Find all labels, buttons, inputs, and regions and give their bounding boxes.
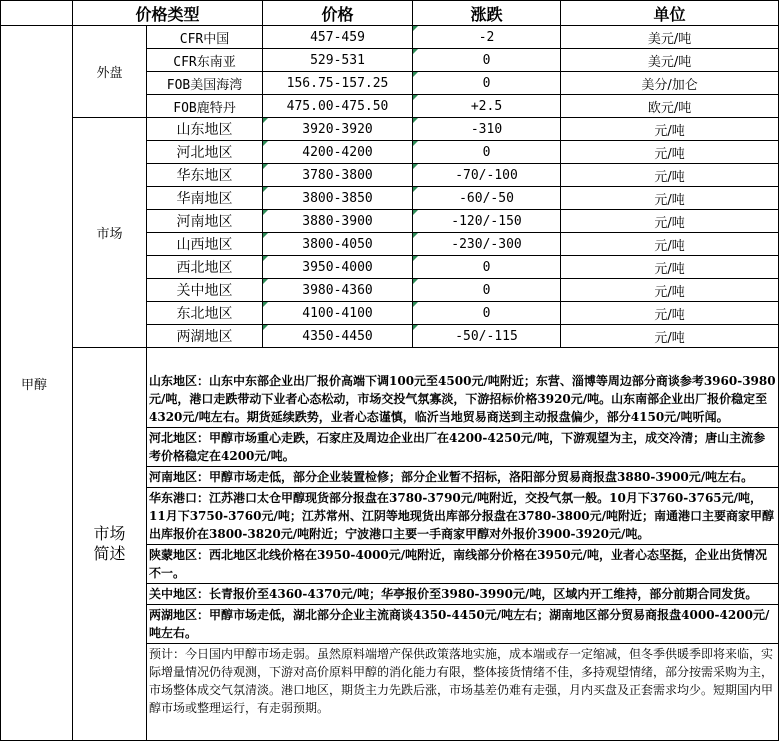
row-change: -50/-115 — [413, 325, 561, 348]
product-label: 甲醇 — [1, 26, 73, 741]
row-price: 3800-4050 — [263, 233, 413, 256]
note-henan: 河南地区：甲醇市场走低，部分企业装置检修；部分企业暂不招标，洛阳部分贸易商报盘3880-3900元/吨左右。 — [147, 467, 778, 488]
summary-notes — [147, 348, 779, 741]
row-change: -310 — [413, 118, 561, 141]
row-price: 3880-3900 — [263, 210, 413, 233]
note-shandong: 山东地区：山东中东部企业出厂报价高端下调100元至4500元/吨附近；东营、淄博等周边部分商谈参考3960-3980元/吨，港口走跌带动下业者心态松动，市场交投气氛寡淡，下游招标价格3920元/吨。山东南部企业出厂报价稳定至4320元/吨左右。期货延续跌势，业者心态谨慎，临沂当地贸易商送到主动报盘偏少，部分4150元/吨听闻。 — [147, 371, 778, 428]
row-name: 山东地区 — [147, 118, 263, 141]
header-row — [1, 1, 779, 26]
row-name: CFR东南亚 — [147, 49, 263, 72]
note-hunan-hubei: 两湖地区：甲醇市场走低，湖北部分企业主流商谈4350-4450元/吨左右；湖南地区部分贸易商报盘4000-4200元/吨左右。 — [147, 605, 778, 644]
row-name: 华东地区 — [147, 164, 263, 187]
row-change: 0 — [413, 256, 561, 279]
row-price: 4350-4450 — [263, 325, 413, 348]
row-name: 两湖地区 — [147, 325, 263, 348]
note-shaanxi-inner-mongolia: 陕蒙地区：西北地区北线价格在3950-4000元/吨附近，南线部分价格在3950元/吨，业者心态坚挺，企业出货情况不一。 — [147, 545, 778, 584]
row-unit: 欧元/吨 — [561, 95, 779, 118]
note-forecast: 预计：今日国内甲醇市场走弱。虽然原料端增产保供政策落地实施，成本端或存一定缩减，但冬季供暖季即将来临，实际增量情况仍待观测，下游对高价原料甲醇的消化能力有限，整体接货情绪不佳，多持观望情绪，部分按需采购为主，市场整体成交气氛清淡。港口地区，期货主力先跌后涨，市场基差仍难有走强，月内买盘及正套需求均少。短期国内甲醇市场或整理运行，有走弱预期。 — [149, 646, 774, 715]
row-unit: 元/吨 — [561, 187, 779, 210]
row-price: 3800-3850 — [263, 187, 413, 210]
row-name: FOB鹿特丹 — [147, 95, 263, 118]
row-name: 华南地区 — [147, 187, 263, 210]
row-change: -230/-300 — [413, 233, 561, 256]
row-unit: 元/吨 — [561, 302, 779, 325]
row-name: 河北地区 — [147, 141, 263, 164]
table-row — [1, 26, 779, 49]
row-price: 529-531 — [263, 49, 413, 72]
row-unit: 元/吨 — [561, 210, 779, 233]
note-hebei: 河北地区：甲醇市场重心走跌，石家庄及周边企业出厂在4200-4250元/吨，下游观望为主，成交冷清；唐山主流参考价格稳定在4200元/吨。 — [147, 428, 778, 467]
row-unit: 元/吨 — [561, 279, 779, 302]
row-name: CFR中国 — [147, 26, 263, 49]
group-market-label: 市场 — [73, 118, 147, 348]
row-unit: 元/吨 — [561, 141, 779, 164]
row-price: 475.00-475.50 — [263, 95, 413, 118]
row-name: 山西地区 — [147, 233, 263, 256]
row-change: -70/-100 — [413, 164, 561, 187]
row-unit: 美分/加仑 — [561, 72, 779, 95]
row-price: 3980-4360 — [263, 279, 413, 302]
header-price: 价格 — [263, 1, 413, 26]
row-price: 3920-3920 — [263, 118, 413, 141]
row-change: -2 — [413, 26, 561, 49]
row-price: 4100-4100 — [263, 302, 413, 325]
row-unit: 元/吨 — [561, 118, 779, 141]
header-type: 价格类型 — [73, 1, 263, 26]
note-east-china-port: 华东港口：江苏港口太仓甲醇现货部分报盘在3780-3790元/吨附近，交投气氛一般。10月下3760-3765元/吨，11月下3750-3760元/吨；江苏常州、江阴等地现货出库部分报盘在3780-3800元/吨附近；南通港口主要商家甲醇出库报价在3800-3820元/吨附近；宁波港口主要一手商家甲醇对外报价3900-3920元/吨。 — [147, 488, 778, 545]
row-name: 关中地区 — [147, 279, 263, 302]
row-price: 4200-4200 — [263, 141, 413, 164]
row-change: 0 — [413, 141, 561, 164]
row-name: 西北地区 — [147, 256, 263, 279]
header-blank — [1, 1, 73, 26]
row-change: 0 — [413, 72, 561, 95]
row-change: 0 — [413, 49, 561, 72]
header-change: 涨跌 — [413, 1, 561, 26]
table-row — [1, 118, 779, 141]
group-outer-label: 外盘 — [73, 26, 147, 118]
row-unit: 美元/吨 — [561, 49, 779, 72]
row-name: 河南地区 — [147, 210, 263, 233]
note-guanzhong: 关中地区：长青报价至4360-4370元/吨；华亭报价至3980-3990元/吨，区域内开工维持，部分前期合同发货。 — [147, 584, 778, 605]
row-price: 457-459 — [263, 26, 413, 49]
row-name: FOB美国海湾 — [147, 72, 263, 95]
row-change: -60/-50 — [413, 187, 561, 210]
group-summary-label: 市场 简述 — [73, 348, 147, 741]
row-name: 东北地区 — [147, 302, 263, 325]
row-unit: 元/吨 — [561, 325, 779, 348]
row-unit: 元/吨 — [561, 164, 779, 187]
row-unit: 元/吨 — [561, 256, 779, 279]
row-change: -120/-150 — [413, 210, 561, 233]
row-price: 3950-4000 — [263, 256, 413, 279]
summary-row — [1, 348, 779, 741]
row-change: +2.5 — [413, 95, 561, 118]
row-change: 0 — [413, 302, 561, 325]
row-price: 156.75-157.25 — [263, 72, 413, 95]
header-unit: 单位 — [561, 1, 779, 26]
row-unit: 元/吨 — [561, 233, 779, 256]
row-price: 3780-3800 — [263, 164, 413, 187]
row-unit: 美元/吨 — [561, 26, 779, 49]
row-change: 0 — [413, 279, 561, 302]
